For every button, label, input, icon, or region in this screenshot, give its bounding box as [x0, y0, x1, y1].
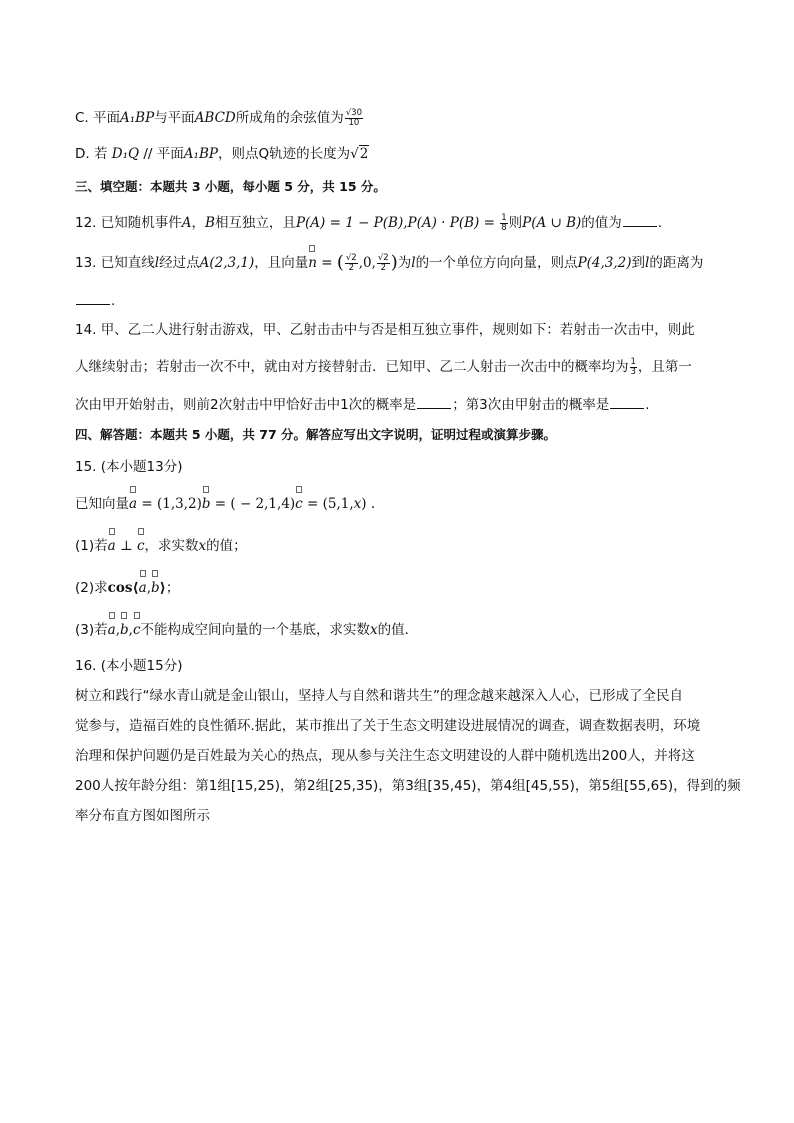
- question-13: [75, 253, 725, 273]
- question-13-cont: [75, 290, 725, 311]
- q13-end: .: [111, 293, 116, 309]
- q13-text2: 经过点: [159, 255, 200, 271]
- vector-a-p2-letter: a: [138, 580, 147, 596]
- section-fill-in-title: 三、填空题：本题共 3 小题，每小题 5 分，共 15 分。: [75, 179, 386, 194]
- vector-a: [129, 494, 137, 514]
- q15-p3-end: 的值．: [377, 622, 419, 638]
- question-16-line-2: 觉参与，造福百姓的良性循环.据此，某市推出了关于生态文明建设进展情况的调查，调查数据表明，环境: [75, 718, 701, 734]
- vector-arrow-icon: [134, 612, 140, 619]
- vector-arrow-icon: [109, 612, 115, 619]
- q13-text7: 的距离为: [649, 255, 704, 271]
- q15-p3-comma-1: ,: [115, 622, 120, 638]
- question-15-part-1: [75, 536, 725, 556]
- vector-arrow-icon: [309, 245, 315, 252]
- option-d-prefix: D. 若: [75, 146, 112, 162]
- vector-b-letter: b: [201, 496, 211, 512]
- question-16-line-4: 200人按年龄分组：第1组[15,25)，第2组[25,35)，第3组[35,45)，第4组[45,55)，第5组[55,65)，得到的频: [75, 778, 741, 794]
- q12-frac-den: 8: [501, 222, 507, 233]
- vector-a-value: = (1,3,2): [137, 496, 202, 512]
- q13-text4: 为: [397, 255, 412, 271]
- q12-formula: P(A) = 1 − P(B),P(A) · P(B) =: [295, 215, 500, 231]
- vector-c-end: ) .: [361, 496, 376, 512]
- plane-abcd: ABCD: [194, 110, 236, 126]
- q13-fraction-2: [377, 254, 390, 273]
- vector-a-p3-letter: a: [107, 622, 116, 638]
- q12-text4: 则: [508, 215, 523, 231]
- q14-fraction: [630, 358, 637, 377]
- vector-arrow-icon: [296, 486, 302, 493]
- question-16-line-3: 治理和保护问题仍是百姓最为关心的热点，现从参与关注生态文明建设的人群中随机选出200人，并将这: [75, 748, 695, 764]
- q12-answer-blank: [623, 212, 657, 227]
- q13-eq: =: [316, 255, 337, 271]
- q12-end: .: [657, 215, 663, 231]
- section-solutions-title: 四、解答题：本题共 5 小题，共 77 分。解答应写出文字说明，证明过程或演算步骤。: [75, 427, 557, 442]
- question-16-line-5: 率分布直方图如图所示: [75, 808, 210, 824]
- perp-symbol: ⊥: [115, 538, 137, 554]
- q15-p1-end: 的值；: [206, 538, 247, 554]
- option-d-mid: // 平面: [139, 146, 184, 162]
- q12-text5: 的值为: [581, 215, 622, 231]
- question-15-header: 15. (本小题13分): [75, 459, 183, 475]
- q15-p3-mid: 不能构成空间向量的一个基底，求实数: [140, 622, 370, 638]
- vector-n: [308, 253, 317, 273]
- q15-p2-comma: ,: [146, 580, 151, 596]
- vector-arrow-icon: [140, 570, 146, 577]
- left-paren: (: [336, 252, 344, 273]
- vector-b-value: = ( − 2,1,4): [210, 496, 296, 512]
- var-x: x: [353, 496, 362, 512]
- vector-c-p1: [137, 536, 145, 556]
- q15-p1-suffix: ，求实数: [144, 538, 199, 554]
- vector-a-p1-letter: a: [107, 538, 116, 554]
- vector-arrow-icon: [203, 486, 209, 493]
- q12-fraction: [500, 214, 507, 233]
- option-d-suffix: ，则点Q轨迹的长度为: [217, 146, 351, 162]
- option-c-suffix: 所成角的余弦值为: [235, 110, 344, 126]
- var-x-p3: x: [370, 622, 378, 638]
- question-14-line-3: [75, 394, 725, 415]
- q12-text3: 相互独立，且: [214, 215, 296, 231]
- vector-c-p1-letter: c: [136, 538, 145, 554]
- right-paren: ): [390, 252, 398, 273]
- vector-b-p2-letter: b: [150, 580, 160, 596]
- q12-text1: 12. 已知随机事件: [75, 215, 182, 231]
- vector-a-p1: [108, 536, 116, 556]
- cos-function: cos⟨: [107, 580, 139, 596]
- vector-b-p2: [151, 578, 160, 598]
- q13-text3: ，且向量: [254, 255, 309, 271]
- option-d: [75, 144, 725, 164]
- q12-frac-num: 1: [501, 212, 507, 223]
- q13-text6: 到: [631, 255, 646, 271]
- q14-end: .: [645, 397, 650, 413]
- q14-line3-b: ；第3次由甲射击的概率是: [452, 397, 610, 413]
- vector-arrow-icon: [109, 528, 115, 535]
- q13-line-l-2: l: [411, 255, 416, 271]
- q13-f1-den: 2: [348, 262, 354, 273]
- plane-a1bp-d: A₁BP: [183, 146, 218, 162]
- question-14-line-1: 14. 甲、乙二人进行射击游戏，甲、乙射击击中与否是相互独立事件，规则如下：若射击一次击中，则此: [75, 322, 695, 338]
- question-16-header: 16. (本小题15分): [75, 658, 183, 674]
- q13-zero: ,0,: [358, 255, 376, 271]
- vector-c: [295, 494, 303, 514]
- question-15-part-2: [75, 578, 725, 598]
- q15-p3-prefix: (3)若: [75, 622, 108, 638]
- question-12: [75, 212, 725, 233]
- sqrt-symbol-icon: √: [350, 146, 359, 162]
- q15-given-prefix: 已知向量: [75, 496, 129, 512]
- q14-frac-den: 3: [630, 366, 636, 377]
- option-c-prefix: C. 平面: [75, 110, 121, 126]
- vector-a-p3: [108, 620, 116, 640]
- q15-p2-prefix: (2)求: [75, 580, 108, 596]
- q13-answer-blank: [76, 290, 110, 305]
- plane-a1bp: A₁BP: [120, 110, 155, 126]
- question-14-line-2: [75, 357, 725, 377]
- vector-b-p3: [120, 620, 129, 640]
- vector-c-letter: c: [295, 496, 303, 512]
- option-c-mid: 与平面: [154, 110, 195, 126]
- q13-line-l: l: [154, 255, 160, 271]
- q13-point-p: P(4,3,2): [577, 255, 632, 271]
- q13-f2-num: √2: [377, 252, 389, 263]
- q15-p2-end: ；: [165, 580, 180, 596]
- sqrt-radicand: 2: [359, 146, 369, 162]
- vector-c-p3: [133, 620, 141, 640]
- q13-point-a: A(2,3,1): [199, 255, 255, 271]
- q13-text1: 13. 已知直线: [75, 255, 155, 271]
- q12-event-a: A: [181, 215, 192, 231]
- q14-answer-blank-1: [417, 394, 451, 409]
- q14-frac-num: 1: [630, 356, 636, 367]
- q13-f1-num: √2: [345, 252, 357, 263]
- vector-a-letter: a: [129, 496, 138, 512]
- q13-fraction-1: [345, 254, 358, 273]
- line-d1q: D₁Q: [111, 146, 140, 162]
- question-15-given: [75, 494, 725, 514]
- vector-arrow-icon: [152, 570, 158, 577]
- question-16-line-1: 树立和践行“绿水青山就是金山银山，坚持人与自然和谐共生”的理念越来越深入人心，已形成了全民自: [75, 688, 683, 704]
- var-x-p1: x: [198, 538, 207, 554]
- cosine-fraction: [345, 109, 363, 128]
- vector-c-p3-letter: c: [132, 622, 141, 638]
- q14-answer-blank-2: [610, 394, 644, 409]
- vector-a-p2: [139, 578, 147, 598]
- vector-c-value: = (5,1,: [302, 496, 354, 512]
- vector-n-letter: n: [308, 255, 317, 271]
- cosine-numerator: √30: [345, 107, 362, 118]
- cosine-denominator: 10: [348, 117, 360, 128]
- question-15-part-3: [75, 620, 725, 640]
- vector-arrow-icon: [130, 486, 136, 493]
- q15-p2-close: ⟩: [159, 580, 166, 596]
- q15-p1-prefix: (1)若: [75, 538, 108, 554]
- q15-p3-comma-2: ,: [128, 622, 133, 638]
- q13-f2-den: 2: [380, 262, 386, 273]
- q12-event-b: B: [205, 215, 215, 231]
- vector-b-p3-letter: b: [119, 622, 129, 638]
- q14-line2-b: ，且第一: [637, 359, 692, 375]
- vector-b: [202, 494, 211, 514]
- option-c: [75, 108, 725, 128]
- q13-line-l-3: l: [645, 255, 650, 271]
- q14-line3-a: 次由甲开始射击，则前2次射击中甲恰好击中1次的概率是: [75, 397, 417, 413]
- q12-text2: ，: [191, 215, 206, 231]
- q14-line2-a: 人继续射击；若射击一次不中，就由对方接替射击．已知甲、乙二人射击一次击中的概率均为: [75, 359, 629, 375]
- q12-formula2: P(A ∪ B): [522, 215, 582, 231]
- vector-arrow-icon: [121, 612, 127, 619]
- vector-arrow-icon: [138, 528, 144, 535]
- q13-text5: 的一个单位方向向量，则点: [415, 255, 578, 271]
